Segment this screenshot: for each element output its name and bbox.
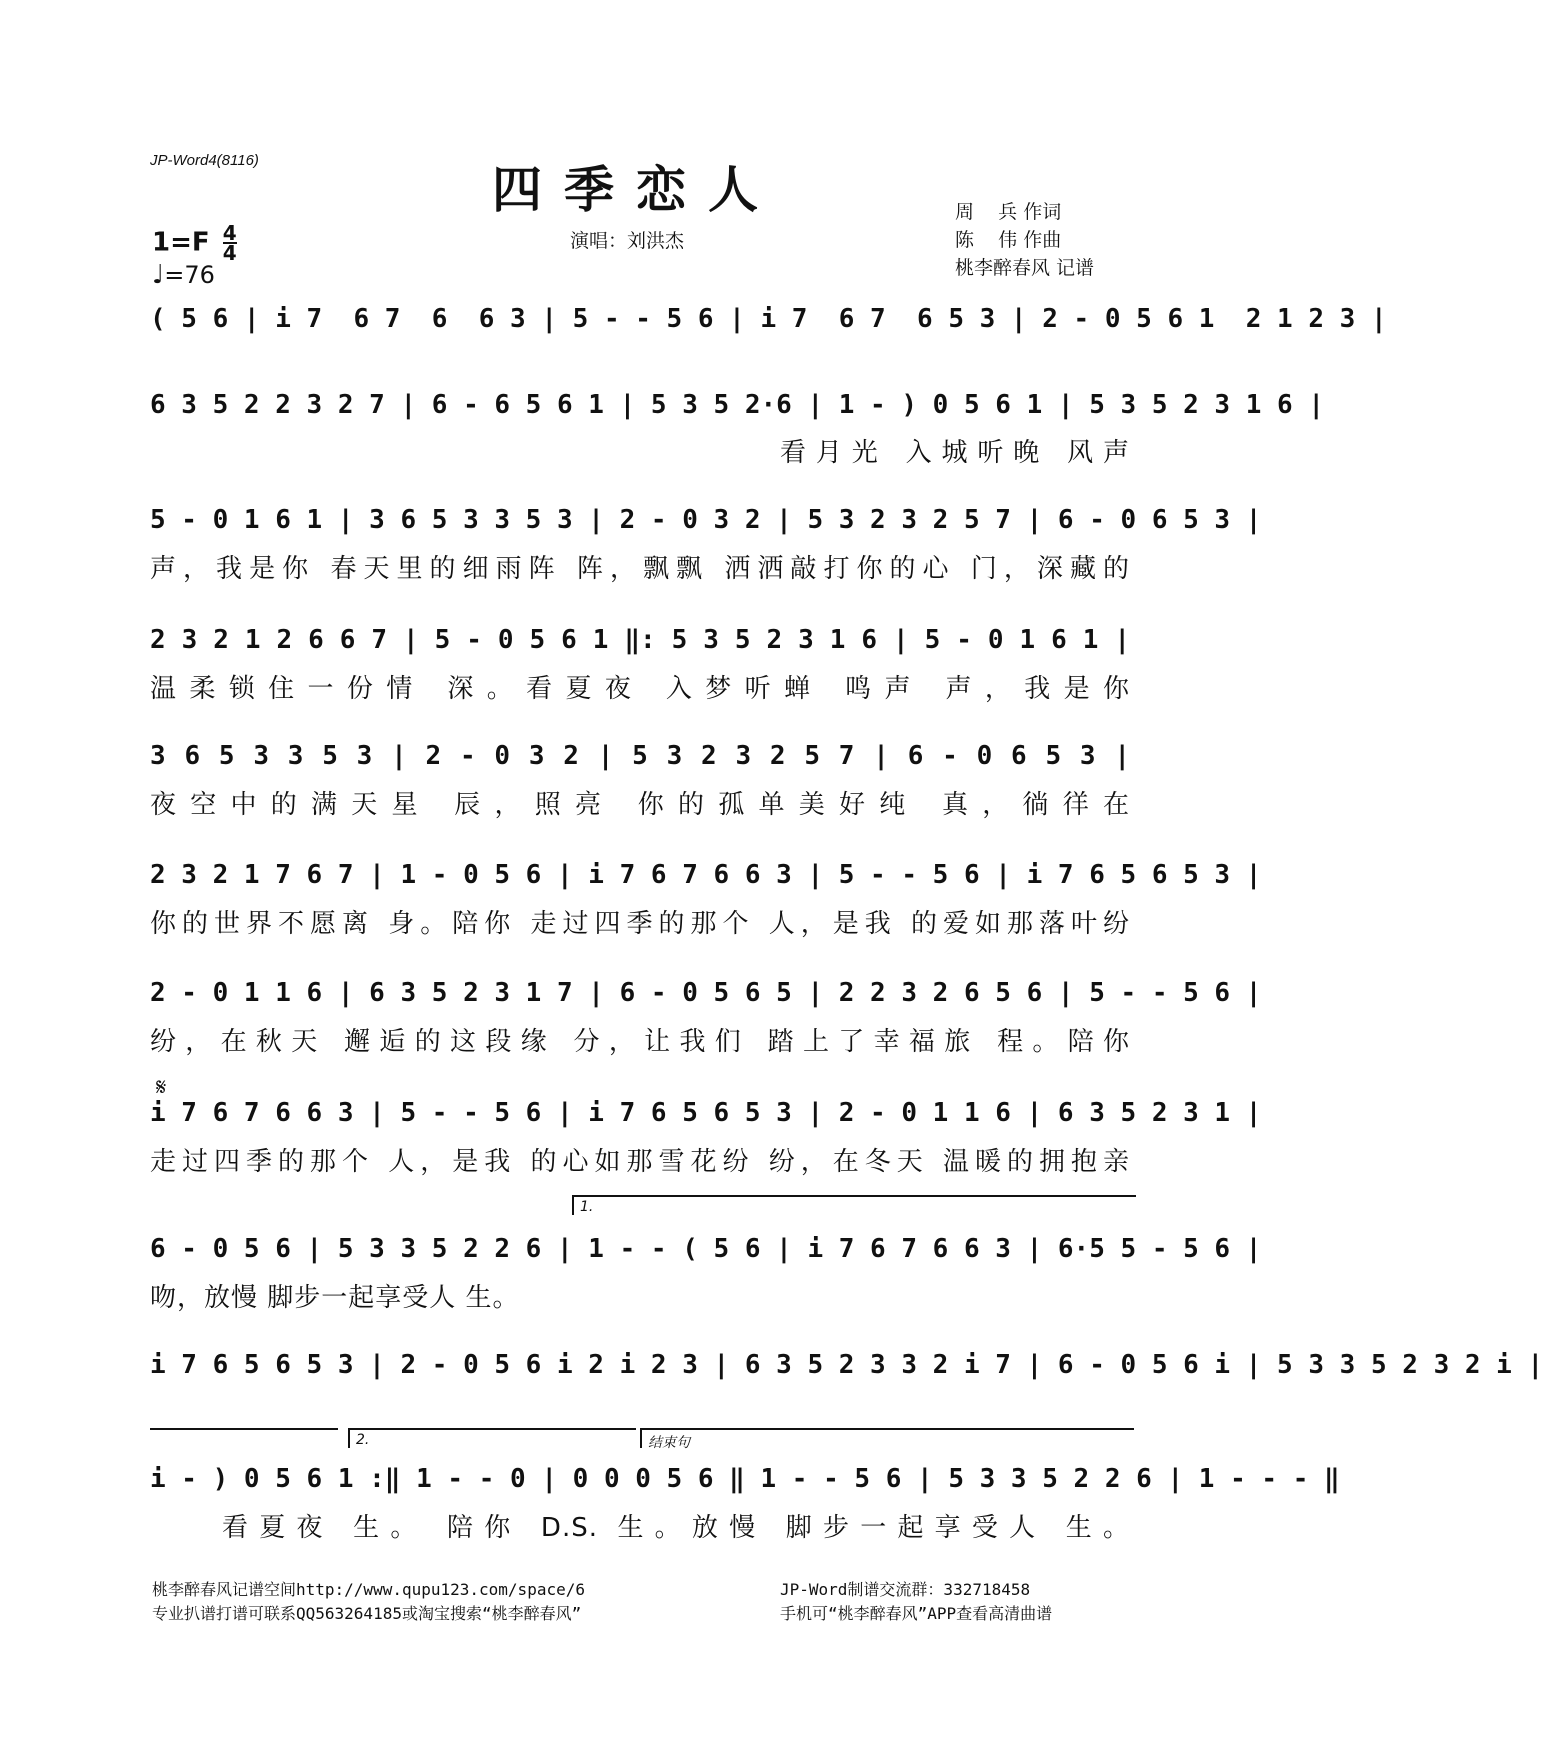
credits xyxy=(955,198,1094,282)
footer-right-line-1: JP-Word制谱交流群：332718458 xyxy=(780,1580,1031,1599)
segno-icon: 𝄋 xyxy=(156,1073,167,1101)
lyrics-line-9: 吻，放慢 脚步一起享受人 生。 xyxy=(150,1283,520,1313)
notation-line-10: i 7 6 5 6 5 3 | 2 - 0 5 6 i 2 i 2 3 | 6 3 5 2 3 3 2 i 7 | 6 - 0 5 6 i | 5 3 3 5 2 3 2 i | xyxy=(150,1350,1543,1380)
time-signature xyxy=(222,221,237,265)
lyrics-line-2: 看月光 入城听晚 风声 xyxy=(780,438,1130,468)
notation-line-5: 3 6 5 3 3 5 3 | 2 - 0 3 2 | 5 3 2 3 2 5 7 | 6 - 0 6 5 3 | xyxy=(150,741,1130,771)
singer-label: 演唱：刘洪杰 xyxy=(570,230,685,252)
quarter-note-icon: ♩ xyxy=(152,260,165,290)
key-signature xyxy=(152,221,237,265)
time-top: 4 xyxy=(222,221,237,245)
composer-credit: 陈 伟 作曲 xyxy=(955,229,1062,251)
notation-line-11: i - ) 0 5 6 1 :‖ 1 - - 0 | 0 0 0 5 6 ‖ 1 - - 5 6 | 5 3 3 5 2 2 6 | 1 - - - ‖ xyxy=(150,1464,1340,1494)
footer-right xyxy=(780,1578,1052,1626)
notation-line-9: 6 - 0 5 6 | 5 3 3 5 2 2 6 | 1 - - ( 5 6 | i 7 6 7 6 6 3 | 6·5 5 - 5 6 | xyxy=(150,1234,1262,1264)
lyricist-credit: 周 兵 作词 xyxy=(955,201,1062,223)
footer-left-line-2: 专业扒谱打谱可联系QQ563264185或淘宝搜索“桃李醉春风” xyxy=(152,1604,582,1623)
notation-line-8: i 7 6 7 6 6 3 | 5 - - 5 6 | i 7 6 5 6 5 3 | 2 - 0 1 1 6 | 6 3 5 2 3 1 | xyxy=(150,1098,1262,1128)
lyrics-line-5: 夜空中的满天星 辰，照亮 你的孤单美好纯 真，徜徉在 xyxy=(150,790,1130,820)
footer-left xyxy=(152,1578,585,1626)
volta-2-bracket: 2. xyxy=(348,1428,636,1448)
footer-left-line-1: 桃李醉春风记谱空间http://www.qupu123.com/space/6 xyxy=(152,1580,585,1599)
software-label: JP-Word4(8116) xyxy=(150,152,259,169)
transcriber-credit: 桃李醉春风 记谱 xyxy=(955,257,1095,279)
tempo-value: =76 xyxy=(164,261,215,289)
lyrics-line-11: 看夏夜 生。 陪你 D.S. 生。放慢 脚步一起享受人 生。 xyxy=(222,1513,1130,1543)
lyrics-line-3: 声，我是你 春天里的细雨阵 阵，飘飘 洒洒敲打你的心 门，深藏的 xyxy=(150,554,1130,584)
key-label: 1=F xyxy=(152,227,210,258)
coda-bracket: 结束句 xyxy=(640,1428,1134,1448)
notation-line-4: 2 3 2 1 2 6 6 7 | 5 - 0 5 6 1 ‖: 5 3 5 2 3 1 6 | 5 - 0 1 6 1 | xyxy=(150,625,1130,655)
lyrics-line-6: 你的世界不愿离 身。陪你 走过四季的那个 人，是我 的爱如那落叶纷 xyxy=(150,909,1130,939)
notation-line-2: 6 3 5 2 2 3 2 7 | 6 - 6 5 6 1 | 5 3 5 2·6 | 1 - ) 0 5 6 1 | 5 3 5 2 3 1 6 | xyxy=(150,390,1324,420)
notation-line-6: 2 3 2 1 7 6 7 | 1 - 0 5 6 | i 7 6 7 6 6 3 | 5 - - 5 6 | i 7 6 5 6 5 3 | xyxy=(150,860,1262,890)
lyrics-line-4: 温柔锁住一份情 深。看夏夜 入梦听蝉 鸣声 声，我是你 xyxy=(150,674,1130,704)
tempo-mark xyxy=(152,260,215,290)
time-bottom: 4 xyxy=(222,241,237,265)
volta-1-bracket: 1. xyxy=(572,1195,1136,1215)
song-title: 四季恋人 xyxy=(492,160,780,219)
notation-line-7: 2 - 0 1 1 6 | 6 3 5 2 3 1 7 | 6 - 0 5 6 5 | 2 2 3 2 6 5 6 | 5 - - 5 6 | xyxy=(150,978,1262,1008)
notation-line-3: 5 - 0 1 6 1 | 3 6 5 3 3 5 3 | 2 - 0 3 2 | 5 3 2 3 2 5 7 | 6 - 0 6 5 3 | xyxy=(150,505,1262,535)
footer-right-line-2: 手机可“桃李醉春风”APP查看高清曲谱 xyxy=(780,1604,1053,1623)
lyrics-line-7: 纷，在秋天 邂逅的这段缘 分，让我们 踏上了幸福旅 程。陪你 xyxy=(150,1027,1130,1057)
notation-line-1: ( 5 6 | i 7 6 7 6 6 3 | 5 - - 5 6 | i 7 6 7 6 5 3 | 2 - 0 5 6 1 2 1 2 3 | xyxy=(150,304,1387,334)
lyrics-line-8: 走过四季的那个 人，是我 的心如那雪花纷 纷，在冬天 温暖的拥抱亲 xyxy=(150,1147,1130,1177)
volta-1-continuation xyxy=(150,1428,338,1448)
